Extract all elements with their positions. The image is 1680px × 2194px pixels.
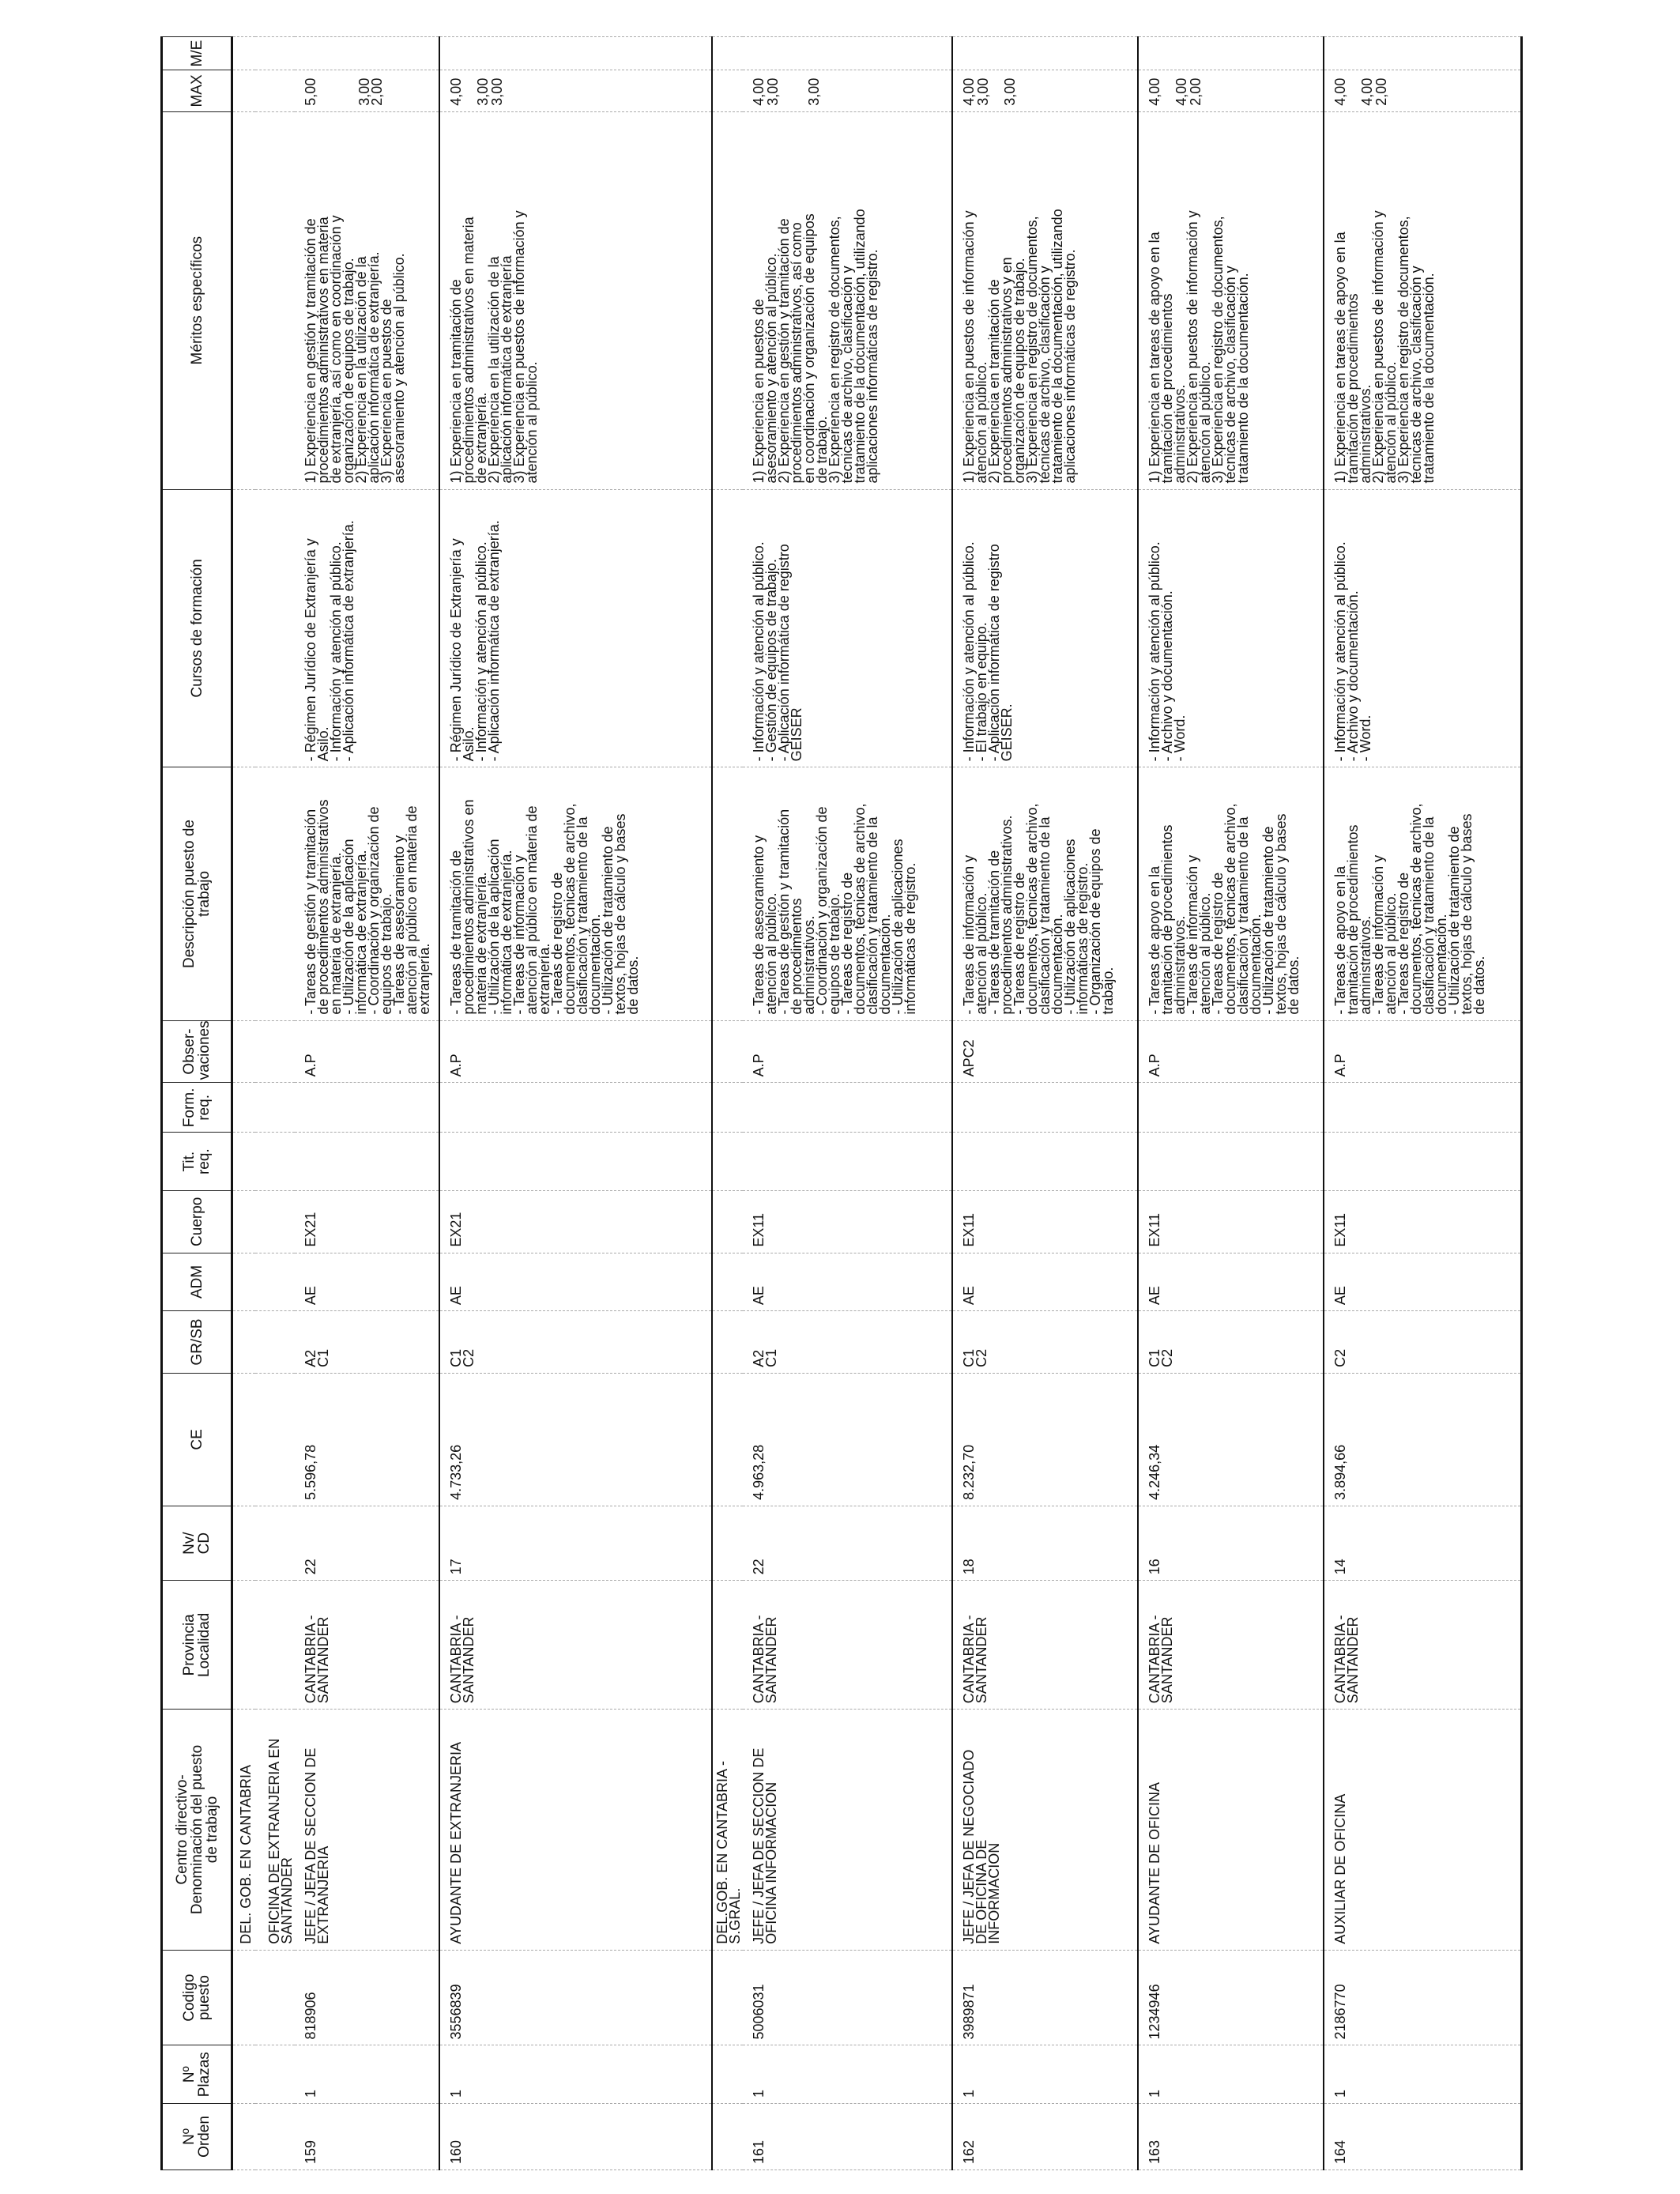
cell-ce: 4.963,28 [743, 1373, 952, 1506]
cell-nivel: 17 [439, 1506, 712, 1581]
group-label: OFICINA DE EXTRANJERIA EN SANTANDER [255, 1710, 295, 1951]
cell-plazas: 1 [743, 2045, 952, 2104]
header-nivel: Nv/ CD [162, 1506, 232, 1581]
cell-codigo: 2186770 [1324, 1950, 1521, 2045]
cell-plazas: 1 [952, 2045, 1138, 2104]
cell-max [439, 70, 712, 112]
cell-cuerpo: EX11 [743, 1190, 952, 1253]
cell-centro: AUXILIAR DE OFICINA [1324, 1710, 1521, 1951]
cell-grsb: A2 C1 [743, 1311, 952, 1374]
cell-me [295, 37, 439, 70]
cell-obs: A.P [295, 1020, 439, 1083]
cell-orden: 162 [952, 2104, 1138, 2170]
cell-centro: AYUDANTE DE OFICINA [1138, 1710, 1324, 1951]
cell-plazas: 1 [1138, 2045, 1324, 2104]
cell-centro: JEFE / JEFA DE NEGOCIADO DE OFICINA DE INFORMACION [952, 1710, 1138, 1951]
cell-grsb: C1 C2 [952, 1311, 1138, 1374]
header-adm: ADM [162, 1253, 232, 1311]
group-row [712, 37, 743, 2170]
max-value: 4,00 [1359, 77, 1375, 106]
max-value: 3,00 [806, 77, 822, 106]
header-obs: Obser- vaciones [162, 1020, 232, 1083]
cell-adm: AE [1138, 1253, 1324, 1311]
cell-adm: AE [952, 1253, 1138, 1311]
cell-plazas: 1 [1324, 2045, 1521, 2104]
header-meritos: Méritos específicos [162, 111, 232, 489]
header-row [162, 37, 232, 2170]
cell-orden: 161 [743, 2104, 952, 2170]
cell-form [1324, 1083, 1521, 1133]
cell-form [743, 1083, 952, 1133]
cell-cursos: - Información y atención al público. - Archivo y documentación. - Word. [1324, 489, 1521, 767]
cell-provincia: CANTABRIA - SANTANDER [295, 1581, 439, 1710]
cell-grsb: A2 C1 [295, 1311, 439, 1374]
cell-cursos: - Información y atención al público. - Archivo y documentación. - Word. [1138, 489, 1324, 767]
cell-cuerpo: EX21 [439, 1190, 712, 1253]
cell-tit [952, 1133, 1138, 1191]
cell-grsb: C1 C2 [439, 1311, 712, 1374]
cell-max [743, 70, 952, 112]
max-value [331, 74, 358, 106]
cell-meritos: 1) Experiencia en puestos de información y atención al público. 2) Experiencia en tramitación de procedimientos administrativos y en organización de equipos de trabajo. 3) Experiencia en registro de documentos, técnicas de archivo, clasificación y tratamiento de la documentación, utilizando aplicaciones informáticas de registro. [952, 111, 1138, 489]
cell-descripcion: - Tareas de información y atención al público. - Tareas de tramitación de procedimientos administrativos. - Tareas de registro de documentos, técnicas de archivo, clasificación y tratamiento de la documentación. - Utilización de aplicaciones informáticas de registro. - Organización de equipos de trabajo. [952, 767, 1138, 1020]
cell-obs: A.P [1324, 1020, 1521, 1083]
max-value: 3,00 [975, 77, 991, 106]
group-row [232, 37, 256, 2170]
cell-provincia: CANTABRIA - SANTANDER [743, 1581, 952, 1710]
cell-codigo: 5006031 [743, 1950, 952, 2045]
cell-ce: 5.596,78 [295, 1373, 439, 1506]
cell-me [1138, 37, 1324, 70]
cell-adm: AE [439, 1253, 712, 1311]
cell-nivel: 22 [295, 1506, 439, 1581]
cell-cursos: - Información y atención al público. - El trabajo en equipo. - Aplicación informática de registro GEISER. [952, 489, 1138, 767]
cell-meritos: 1) Experiencia en puestos de asesoramiento y atención al público. 2) Experiencia en gestión y tramitación de procedimientos administrativos, así como en coordinación y organización de equipos de trabajo. 3) Experiencia en registro de documentos, técnicas de archivo, clasificación y tratamiento de la documentación, utilizando aplicaciones informáticas de registro. [743, 111, 952, 489]
cell-tit [439, 1133, 712, 1191]
max-value: 2,00 [369, 77, 385, 106]
max-value: 5,00 [303, 77, 318, 106]
max-value: 4,00 [961, 77, 977, 106]
cell-nivel: 14 [1324, 1506, 1521, 1581]
group-label: DEL. GOB. EN CANTABRIA [232, 1710, 256, 1951]
table-row [952, 37, 1138, 2170]
cell-cursos: - Régimen Jurídico de Extranjería y Asilo. - Información y atención al público. - Aplicación informática de extranjería. [295, 489, 439, 767]
cell-cursos: - Información y atención al público. - Gestión de equipos de trabajo. - Aplicación informática de registro GEISER [743, 489, 952, 767]
cell-meritos: 1) Experiencia en gestión y tramitación de procedimientos administrativos en materia de extranjería, así como en coordinación y organización de equipos de trabajo. 2) Experiencia en la utilización de la aplicación informática de extranjería. 3) Experiencia en puestos de asesoramiento y atención al público. [295, 111, 439, 489]
cell-descripcion: - Tareas de asesoramiento y atención al público. - Tareas de gestión y tramitación de procedimientos administrativos. - Coordinación y organización de equipos de trabajo. - Tareas de registro de documentos, técnicas de archivo, clasificación y tratamiento de la documentación. - Utilización de aplicaciones informáticas de registro. [743, 767, 952, 1020]
cell-form [952, 1083, 1138, 1133]
cell-plazas: 1 [295, 2045, 439, 2104]
cell-grsb: C2 [1324, 1311, 1521, 1374]
cell-orden: 160 [439, 2104, 712, 2170]
rotated-table-container [160, 36, 1630, 2170]
header-centro: Centro directivo- Denominación del puesto de trabajo [162, 1710, 232, 1951]
cell-codigo: 3989871 [952, 1950, 1138, 2045]
header-max: MAX [162, 70, 232, 112]
max-value: 3,00 [356, 77, 372, 106]
cell-max [1138, 70, 1324, 112]
cell-form [295, 1083, 439, 1133]
cell-codigo: 818906 [295, 1950, 439, 2045]
table-row [1138, 37, 1324, 2170]
cell-provincia: CANTABRIA - SANTANDER [1138, 1581, 1324, 1710]
cell-adm: AE [743, 1253, 952, 1311]
cell-form [1138, 1083, 1324, 1133]
cell-obs: A.P [439, 1020, 712, 1083]
cell-cursos: - Régimen Jurídico de Extranjería y Asilo. - Información y atención al público. - Aplicación informática de extranjería. [439, 489, 712, 767]
max-value: 3,00 [489, 77, 505, 106]
cell-max [952, 70, 1138, 112]
header-tit: Tit. req. [162, 1133, 232, 1191]
cell-descripcion: - Tareas de apoyo en la tramitación de procedimientos administrativos. - Tareas de información y atención al público. - Tareas de registro de documentos, técnicas de archivo, clasificación y tratamiento de la documentación. - Utilización de tratamiento de textos, hojas de cálculo y bases de datos. [1138, 767, 1324, 1020]
table-row [439, 37, 712, 2170]
header-codigo: Codigo puesto [162, 1950, 232, 2045]
max-value: 3,00 [765, 77, 781, 106]
max-value: 4,00 [1147, 77, 1162, 106]
group-label: DEL.GOB. EN CANTABRIA - S.GRAL. [712, 1710, 743, 1951]
cell-ce: 3.894,66 [1324, 1373, 1521, 1506]
cell-obs: A.P [743, 1020, 952, 1083]
cell-meritos: 1) Experiencia en tareas de apoyo en la tramitación de procedimientos administrativos. 2) Experiencia en puestos de información y atención al público. 3) Experiencia en registro de documentos, técnicas de archivo, clasificación y tratamiento de la documentación. [1324, 111, 1521, 489]
max-value: 2,00 [1188, 77, 1203, 106]
cell-ce: 4.733,26 [439, 1373, 712, 1506]
header-cuerpo: Cuerpo [162, 1190, 232, 1253]
cell-orden: 164 [1324, 2104, 1521, 2170]
cell-nivel: 22 [743, 1506, 952, 1581]
header-ce: CE [162, 1373, 232, 1506]
cell-me [743, 37, 952, 70]
header-plazas: Nº Plazas [162, 2045, 232, 2104]
cell-grsb: C1 C2 [1138, 1311, 1324, 1374]
cell-me [439, 37, 712, 70]
cell-tit [743, 1133, 952, 1191]
header-descripcion: Descripción puesto de trabajo [162, 767, 232, 1020]
cell-adm: AE [295, 1253, 439, 1311]
cell-codigo: 3556839 [439, 1950, 712, 2045]
header-cursos: Cursos de formación [162, 489, 232, 767]
header-form: Form. req. [162, 1083, 232, 1133]
cell-orden: 159 [295, 2104, 439, 2170]
cell-descripcion: - Tareas de gestión y tramitación de procedimientos administrativos en materia de extranjería. - Utilización de la aplicación informática de extranjería. - Coordinación y organización de equipos de trabajo. - Tareas de asesoramiento y atención al público en materia de extranjería. [295, 767, 439, 1020]
cell-provincia: CANTABRIA - SANTANDER [1324, 1581, 1521, 1710]
cell-codigo: 1234946 [1138, 1950, 1324, 2045]
cell-descripcion: - Tareas de apoyo en la tramitación de procedimientos administrativos. - Tareas de información y atención al público. - Tareas de registro de documentos, técnicas de archivo, clasificación y tratamiento de la documentación. - Utilización de tratamiento de textos, hojas de cálculo y bases de datos. [1324, 767, 1521, 1020]
max-value: 4,00 [448, 77, 464, 106]
cell-orden: 163 [1138, 2104, 1324, 2170]
cell-ce: 8.232,70 [952, 1373, 1138, 1506]
table-row [1324, 37, 1521, 2170]
max-value: 3,00 [475, 77, 491, 106]
cell-obs: APC2 [952, 1020, 1138, 1083]
cell-descripcion: - Tareas de tramitación de procedimientos administrativos en materia de extranjería. - Utilización de la aplicación informática de extranjería. - Tareas de información y atención al público en materia de extranjería. - Tareas de registro de documentos, técnicas de archivo, clasificación y tratamiento de la documentación. - Utilización de tratamiento de textos, hojas de cálculo y bases de datos. [439, 767, 712, 1020]
cell-obs: A.P [1138, 1020, 1324, 1083]
cell-me [952, 37, 1138, 70]
cell-plazas: 1 [439, 2045, 712, 2104]
cell-max [1324, 70, 1521, 112]
cell-tit [295, 1133, 439, 1191]
cell-ce: 4.246,34 [1138, 1373, 1324, 1506]
cell-meritos: 1) Experiencia en tramitación de procedimientos administrativos en materia de extranjería. 2) Experiencia en la utilización de la aplicación informática de extranjería 3) Experiencia en puestos de información y atención al público. [439, 111, 712, 489]
table-row [743, 37, 952, 2170]
max-value: 4,00 [1332, 77, 1348, 106]
cell-tit [1324, 1133, 1521, 1191]
cell-nivel: 18 [952, 1506, 1138, 1581]
cell-centro: AYUDANTE DE EXTRANJERIA [439, 1710, 712, 1951]
cell-tit [1138, 1133, 1324, 1191]
cell-form [439, 1083, 712, 1133]
group-row [255, 37, 295, 2170]
cell-nivel: 16 [1138, 1506, 1324, 1581]
cell-cuerpo: EX11 [1324, 1190, 1521, 1253]
header-grsb: GR/SB [162, 1311, 232, 1374]
cell-centro: JEFE / JEFA DE SECCION DE EXTRANJERIA [295, 1710, 439, 1951]
job-positions-table [160, 36, 1523, 2170]
max-value: 2,00 [1373, 77, 1389, 106]
cell-centro: JEFE / JEFA DE SECCION DE OFICINA INFORMACION [743, 1710, 952, 1951]
max-value: 3,00 [1002, 77, 1018, 106]
max-value: 4,00 [1173, 77, 1189, 106]
cell-me [1324, 37, 1521, 70]
cell-max [295, 70, 439, 112]
cell-cuerpo: EX11 [1138, 1190, 1324, 1253]
cell-meritos: 1) Experiencia en tareas de apoyo en la tramitación de procedimientos administrativos. 2) Experiencia en puestos de información y atención al público. 3) Experiencia en registro de documentos, técnicas de archivo, clasificación y tratamiento de la documentación. [1138, 111, 1324, 489]
cell-cuerpo: EX11 [952, 1190, 1138, 1253]
cell-provincia: CANTABRIA - SANTANDER [952, 1581, 1138, 1710]
header-provincia: Provincia Localidad [162, 1581, 232, 1710]
header-me: M/E [162, 37, 232, 70]
max-value: 4,00 [751, 77, 767, 106]
table-row [295, 37, 439, 2170]
cell-cuerpo: EX21 [295, 1190, 439, 1253]
cell-provincia: CANTABRIA - SANTANDER [439, 1581, 712, 1710]
cell-adm: AE [1324, 1253, 1521, 1311]
header-orden: Nº Orden [162, 2104, 232, 2170]
